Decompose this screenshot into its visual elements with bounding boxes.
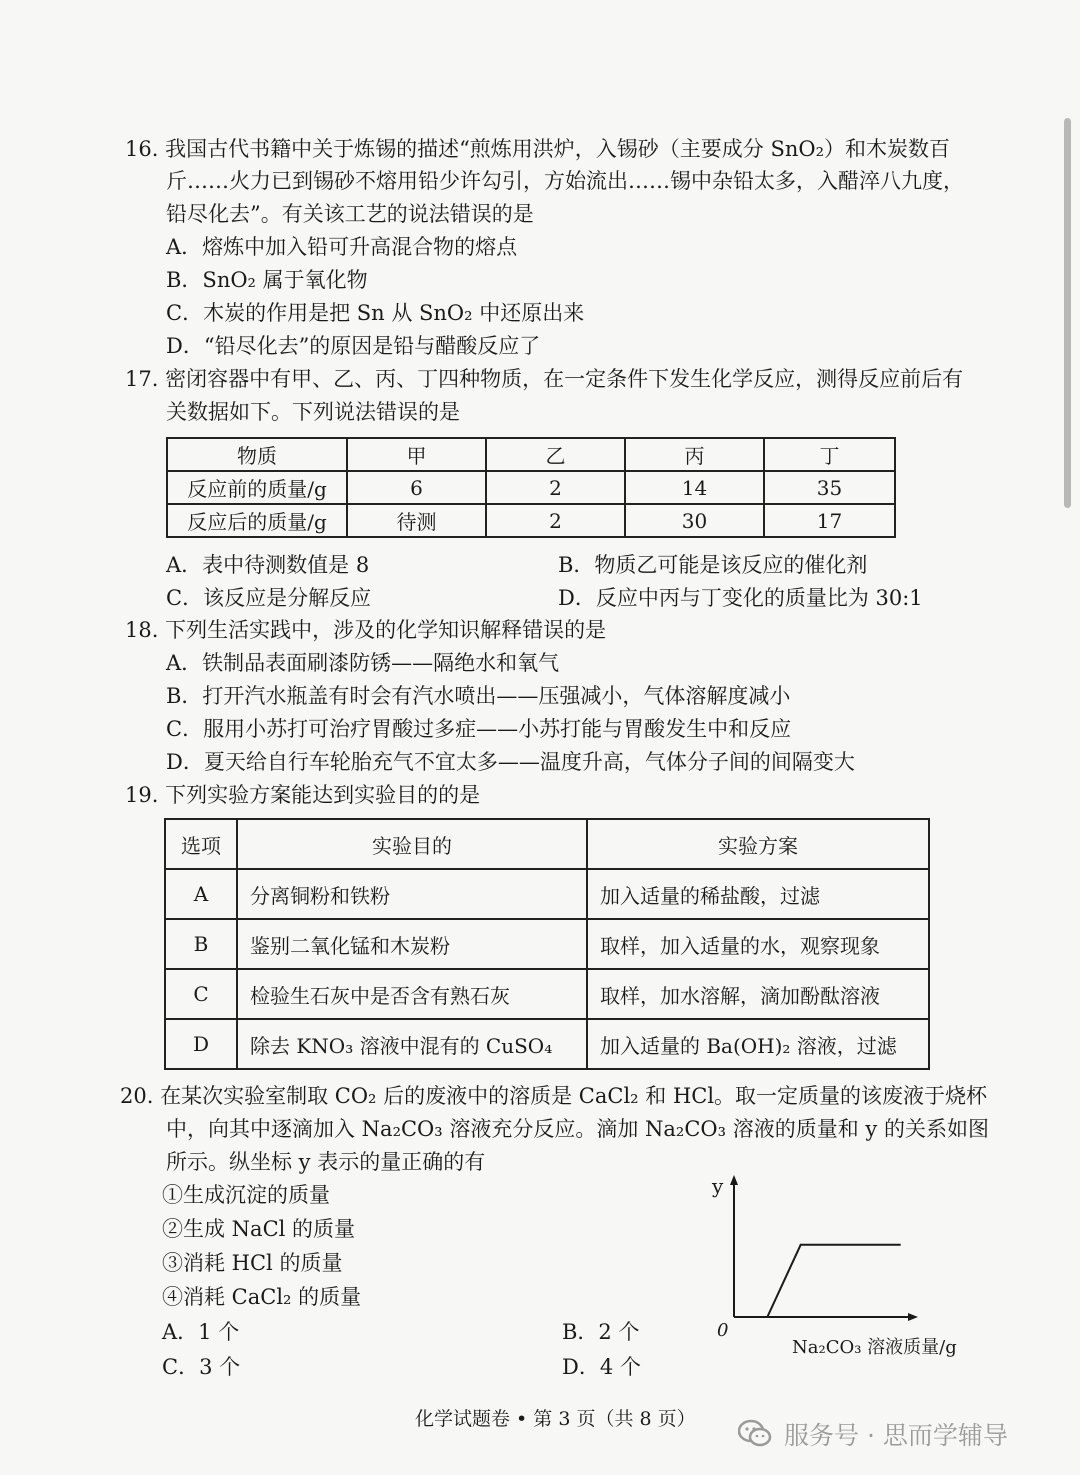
q18-option-b: B．打开汽水瓶盖有时会有汽水喷出——压强减小，气体溶解度减小 bbox=[166, 684, 791, 708]
table-cell: 分离铜粉和铁粉 bbox=[237, 869, 587, 919]
table-cell: 加入适量的稀盐酸，过滤 bbox=[587, 869, 929, 919]
q17-option-b: B．物质乙可能是该反应的催化剂 bbox=[558, 553, 868, 577]
table-row bbox=[167, 504, 895, 537]
wechat-icon bbox=[738, 1419, 772, 1449]
q18-option-d: D．夏天给自行车轮胎充气不宜太多——温度升高，气体分子间的间隔变大 bbox=[166, 750, 855, 774]
table-cell: 丙 bbox=[625, 438, 764, 471]
q17-stem-line-2: 关数据如下。下列说法错误的是 bbox=[166, 400, 460, 424]
q19-stem: 19. 下列实验方案能达到实验目的的是 bbox=[125, 783, 481, 807]
q20-stem-line-3: 所示。纵坐标 y 表示的量正确的有 bbox=[166, 1150, 486, 1174]
q18-option-c: C．服用小苏打可治疗胃酸过多症——小苏打能与胃酸发生中和反应 bbox=[166, 717, 792, 741]
table-row bbox=[165, 919, 929, 969]
table-cell: 实验方案 bbox=[587, 819, 929, 869]
table-row bbox=[165, 969, 929, 1019]
table-cell: 物质 bbox=[167, 438, 347, 471]
table-header-row bbox=[165, 819, 929, 869]
q20-stem-line-1: 20. 在某次实验室制取 CO₂ 后的废液中的溶质是 CaCl₂ 和 HCl。取一定质量的该废液于烧杯 bbox=[120, 1084, 988, 1108]
table-cell: D bbox=[165, 1019, 237, 1069]
origin-label: 0 bbox=[717, 1320, 729, 1341]
table-cell: 加入适量的 Ba(OH)₂ 溶液，过滤 bbox=[587, 1019, 929, 1069]
table-cell: 取样，加水溶解，滴加酚酞溶液 bbox=[587, 969, 929, 1019]
table-cell: 待测 bbox=[347, 504, 486, 537]
q20-item-4: ④消耗 CaCl₂ 的质量 bbox=[162, 1285, 362, 1309]
table-cell: 检验生石灰中是否含有熟石灰 bbox=[237, 969, 587, 1019]
q16-stem-line-3: 铅尽化去”。有关该工艺的说法错误的是 bbox=[166, 202, 534, 226]
scrollbar[interactable] bbox=[1064, 118, 1071, 508]
q16-option-a: A．熔炼中加入铅可升高混合物的熔点 bbox=[166, 235, 518, 259]
table-cell: 丁 bbox=[764, 438, 895, 471]
q17-stem-line-1: 17. 密闭容器中有甲、乙、丙、丁四种物质，在一定条件下发生化学反应，测得反应前后有 bbox=[125, 367, 964, 391]
page-footer: 化学试题卷 • 第 3 页（共 8 页） bbox=[415, 1408, 696, 1430]
q17-table bbox=[166, 437, 896, 538]
q17-option-c: C．该反应是分解反应 bbox=[166, 586, 372, 610]
table-cell: 35 bbox=[764, 471, 895, 504]
q20-option-d: D．4 个 bbox=[562, 1355, 641, 1379]
table-row bbox=[167, 471, 895, 504]
q16-stem-line-1: 16. 我国古代书籍中关于炼锡的描述“煎炼用洪炉，入锡砂（主要成分 SnO₂）和木炭数百 bbox=[125, 137, 951, 161]
table-cell: C bbox=[165, 969, 237, 1019]
q20-stem-line-2: 中，向其中逐滴加入 Na₂CO₃ 溶液充分反应。滴加 Na₂CO₃ 溶液的质量和 y 的关系如图 bbox=[166, 1117, 989, 1141]
q16-option-c: C．木炭的作用是把 Sn 从 SnO₂ 中还原出来 bbox=[166, 301, 585, 325]
q20-option-b: B．2 个 bbox=[562, 1320, 640, 1344]
q17-option-a: A．表中待测数值是 8 bbox=[166, 553, 370, 577]
table-cell: B bbox=[165, 919, 237, 969]
q16-option-d: D．“铅尽化去”的原因是铅与醋酸反应了 bbox=[166, 334, 541, 358]
table-cell: 实验目的 bbox=[237, 819, 587, 869]
table-cell: 取样，加入适量的水，观察现象 bbox=[587, 919, 929, 969]
watermark-text: 服务号 · 思而学辅导 bbox=[784, 1421, 1008, 1450]
table-row bbox=[165, 869, 929, 919]
table-cell: 6 bbox=[347, 471, 486, 504]
table-cell: A bbox=[165, 869, 237, 919]
watermark bbox=[738, 1416, 1008, 1452]
table-header-row bbox=[167, 438, 895, 471]
q20-item-3: ③消耗 HCl 的质量 bbox=[162, 1251, 343, 1275]
table-cell: 2 bbox=[486, 504, 625, 537]
q20-item-2: ②生成 NaCl 的质量 bbox=[162, 1217, 356, 1241]
table-cell: 反应前的质量/g bbox=[167, 471, 347, 504]
table-cell: 甲 bbox=[347, 438, 486, 471]
x-axis-label: Na₂CO₃ 溶液质量/g bbox=[792, 1337, 957, 1358]
q19-table bbox=[164, 818, 930, 1070]
q20-option-c: C．3 个 bbox=[162, 1355, 241, 1379]
q18-stem: 18. 下列生活实践中，涉及的化学知识解释错误的是 bbox=[125, 618, 607, 642]
q17-option-d: D．反应中丙与丁变化的质量比为 30:1 bbox=[558, 586, 923, 610]
table-cell: 除去 KNO₃ 溶液中混有的 CuSO₄ bbox=[237, 1019, 587, 1069]
q20-item-1: ①生成沉淀的质量 bbox=[162, 1183, 330, 1207]
q18-option-a: A．铁制品表面刷漆防锈——隔绝水和氧气 bbox=[166, 651, 560, 675]
q16-option-b: B．SnO₂ 属于氧化物 bbox=[166, 268, 368, 292]
series-line bbox=[734, 1245, 901, 1317]
x-axis-arrow bbox=[908, 1313, 918, 1321]
table-cell: 乙 bbox=[486, 438, 625, 471]
table-cell: 14 bbox=[625, 471, 764, 504]
q16-stem-line-2: 斤……火力已到锡砂不熔用铅少许勾引，方始流出……锡中杂铅太多，入醋淬八九度， bbox=[166, 169, 964, 193]
table-cell: 17 bbox=[764, 504, 895, 537]
table-cell: 选项 bbox=[165, 819, 237, 869]
q20-option-a: A．1 个 bbox=[162, 1320, 240, 1344]
table-cell: 鉴别二氧化锰和木炭粉 bbox=[237, 919, 587, 969]
y-axis-label: y bbox=[712, 1174, 724, 1198]
table-cell: 反应后的质量/g bbox=[167, 504, 347, 537]
table-row bbox=[165, 1019, 929, 1069]
table-cell: 30 bbox=[625, 504, 764, 537]
table-cell: 2 bbox=[486, 471, 625, 504]
y-axis-arrow bbox=[730, 1175, 738, 1185]
